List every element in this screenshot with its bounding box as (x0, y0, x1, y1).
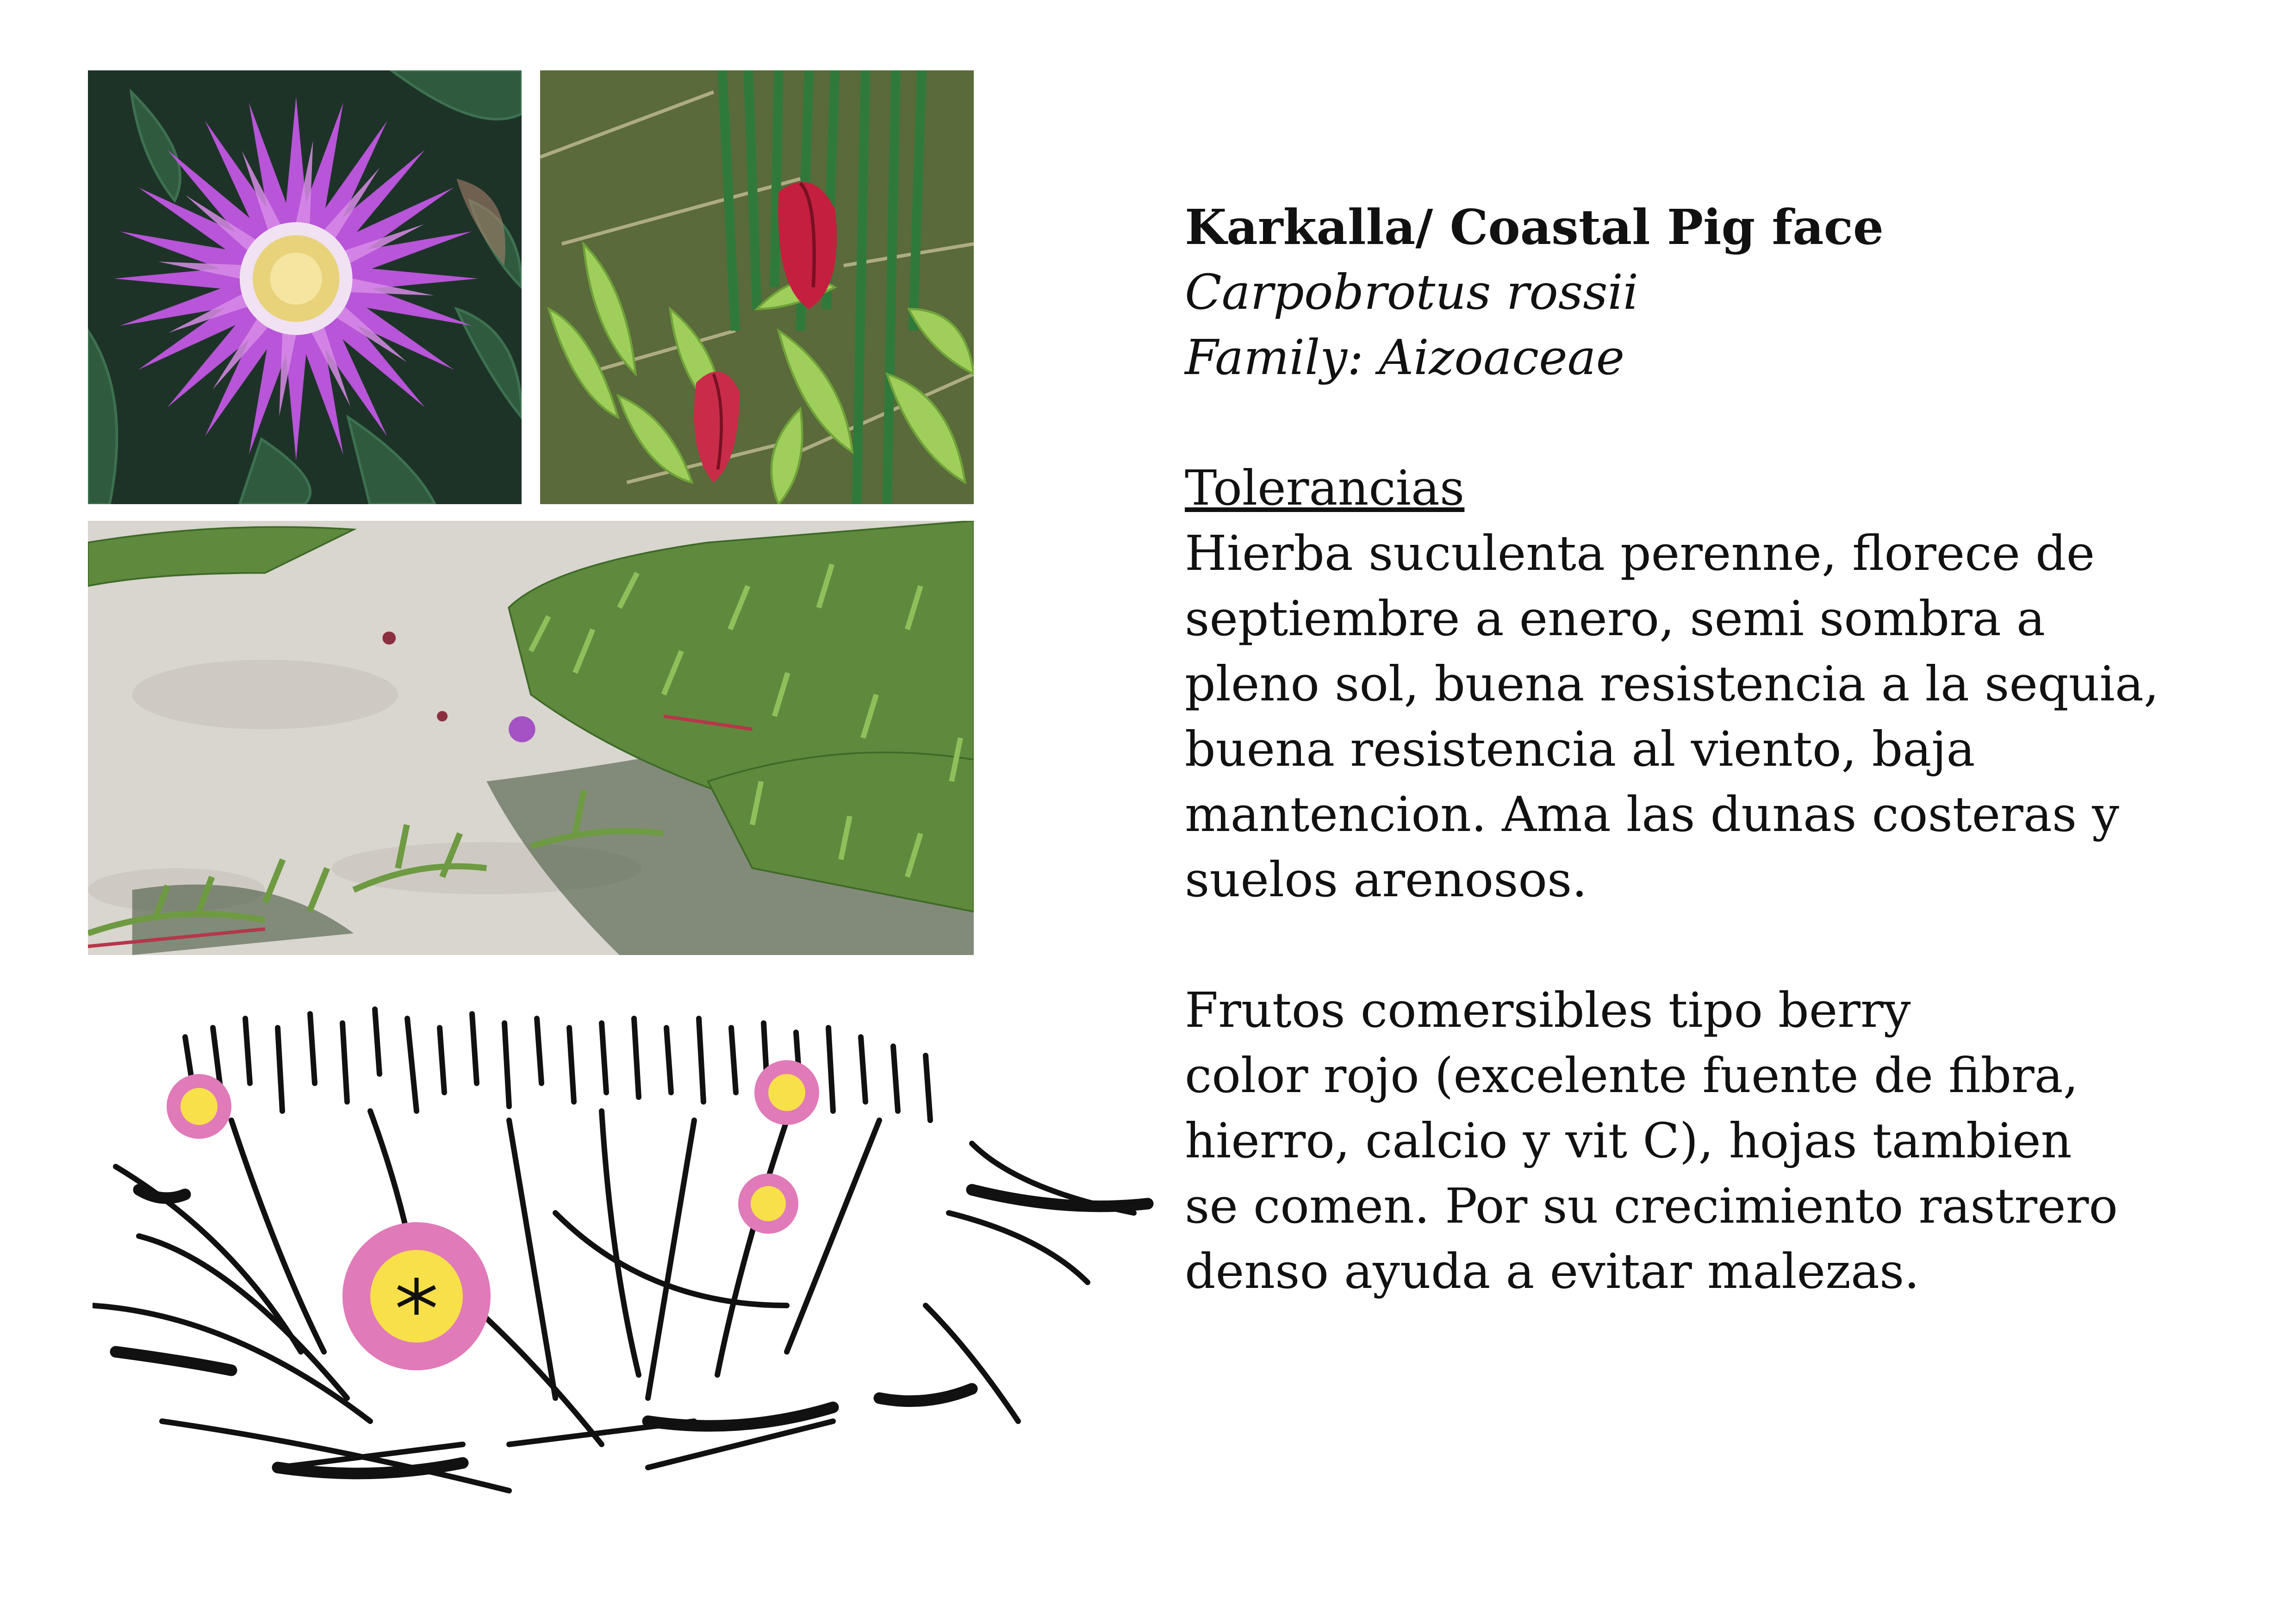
frutos-line: Frutos comersibles tipo berry (1185, 982, 1911, 1038)
family-name: Family: Aizoaceae (1185, 329, 1625, 386)
tolerancias-line: septiembre a enero, semi sombra a (1185, 590, 2045, 647)
common-name: Karkalla/ Coastal Pig face (1185, 199, 1884, 256)
frutos-paragraph (1185, 978, 2249, 1304)
frutos-line: color rojo (excelente fuente de fibra, (1185, 1047, 2078, 1104)
frutos-line: hierro, calcio y vit C), hojas tambien (1185, 1112, 2072, 1169)
frutos-line: se comen. Por su crecimiento rastrero (1185, 1178, 2118, 1234)
scientific-name: Carpobrotus rossii (1185, 264, 1639, 320)
species-description (1185, 194, 2249, 1304)
tolerancias-heading: Tolerancias (1185, 460, 1465, 516)
photo-dune-groundcover (88, 521, 974, 955)
tolerancias-paragraph (1185, 521, 2249, 912)
tolerancias-line: mantencion. Ama las dunas costeras y (1185, 786, 2120, 843)
photo-red-buds (540, 70, 974, 504)
frutos-line: denso ayuda a evitar malezas. (1185, 1243, 1920, 1299)
tolerancias-line: buena resistencia al viento, baja (1185, 721, 1975, 777)
tolerancias-line: suelos arenosos. (1185, 851, 1587, 908)
tolerancias-line: pleno sol, buena resistencia a la sequia, (1185, 656, 2159, 712)
photo-flower-closeup (88, 70, 522, 504)
tolerancias-line: Hierba suculenta perenne, florece de (1185, 525, 2095, 581)
plant-sketch-illustration (93, 981, 1157, 1509)
